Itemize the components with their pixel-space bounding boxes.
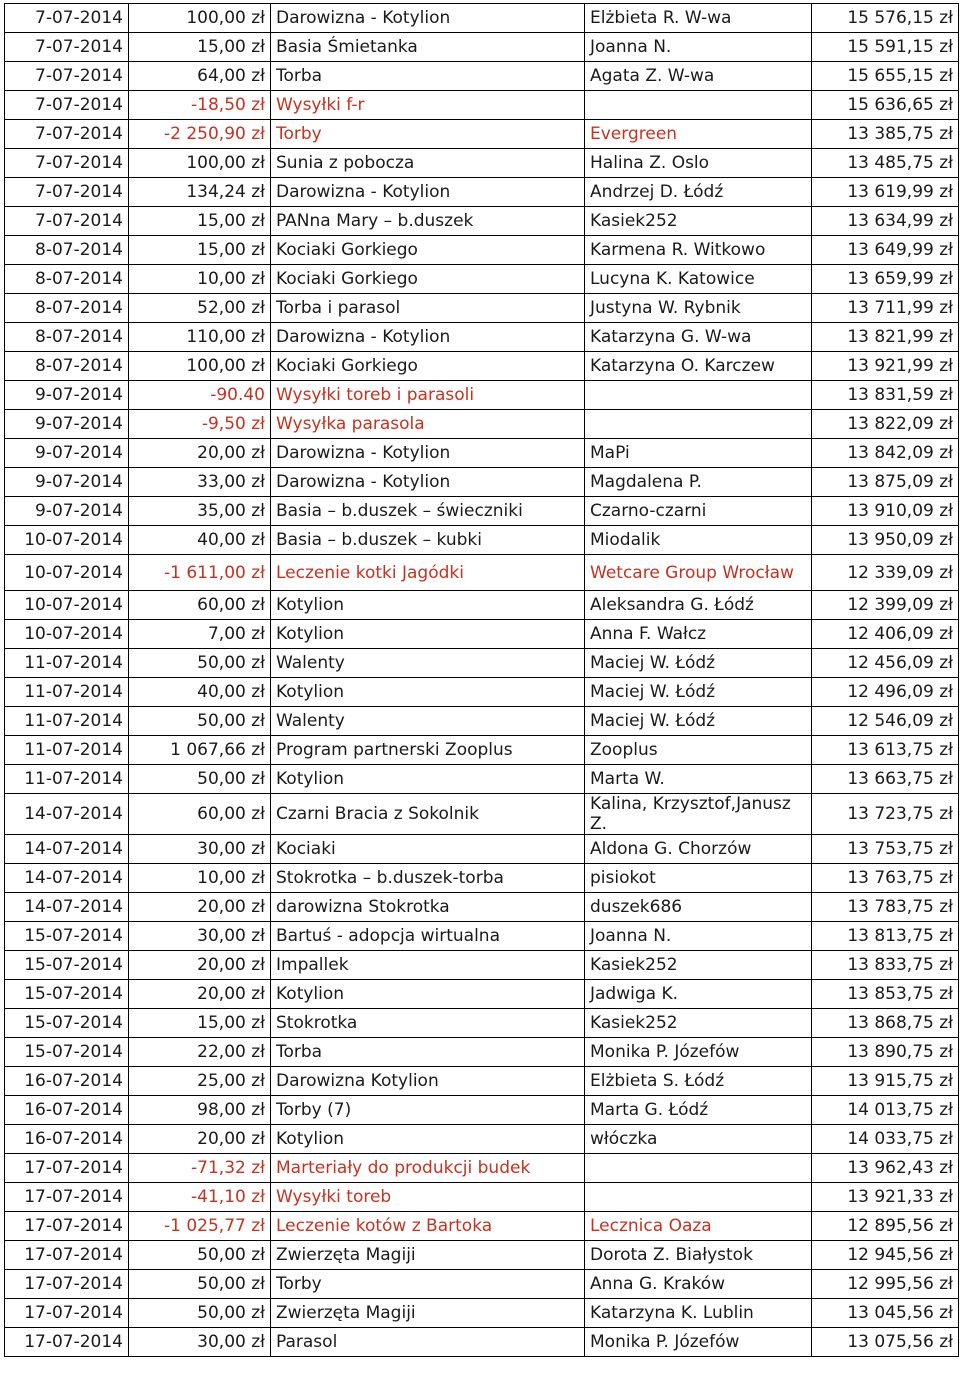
table-row [5,649,959,678]
table-row [5,835,959,864]
date-cell: 7-07-2014 [5,33,129,62]
donor-cell: Katarzyna O. Karczew [585,352,812,381]
donor-cell: Joanna N. [585,33,812,62]
amount-cell: 50,00 zł [129,707,271,736]
table-row [5,1067,959,1096]
date-cell: 15-07-2014 [5,922,129,951]
balance-cell: 13 075,56 zł [812,1328,959,1357]
date-cell: 17-07-2014 [5,1328,129,1357]
balance-cell: 13 619,99 zł [812,178,959,207]
amount-cell: -9,50 zł [129,410,271,439]
balance-cell: 13 921,99 zł [812,352,959,381]
amount-cell: -2 250,90 zł [129,120,271,149]
date-cell: 10-07-2014 [5,591,129,620]
balance-cell: 12 895,56 zł [812,1212,959,1241]
description-cell: Basia – b.duszek – świeczniki [271,497,585,526]
table-row [5,736,959,765]
donor-cell: Zooplus [585,736,812,765]
donor-cell: włóczka [585,1125,812,1154]
amount-cell: 15,00 zł [129,236,271,265]
balance-cell: 12 339,09 zł [812,555,959,591]
amount-cell: 50,00 zł [129,765,271,794]
balance-cell: 13 875,09 zł [812,468,959,497]
balance-cell: 13 649,99 zł [812,236,959,265]
balance-cell: 13 833,75 zł [812,951,959,980]
donor-cell: Monika P. Józefów [585,1038,812,1067]
balance-cell: 14 033,75 zł [812,1125,959,1154]
description-cell: Torba [271,62,585,91]
table-row [5,1328,959,1357]
amount-cell: 20,00 zł [129,439,271,468]
amount-cell: 7,00 zł [129,620,271,649]
table-row [5,178,959,207]
balance-cell: 13 822,09 zł [812,410,959,439]
amount-cell: 20,00 zł [129,980,271,1009]
table-row [5,922,959,951]
balance-cell: 13 045,56 zł [812,1299,959,1328]
table-row [5,1299,959,1328]
amount-cell: -1 611,00 zł [129,555,271,591]
donor-cell: Magdalena P. [585,468,812,497]
description-cell: Darowizna - Kotylion [271,178,585,207]
balance-cell: 15 636,65 zł [812,91,959,120]
date-cell: 17-07-2014 [5,1154,129,1183]
description-cell: Wysyłki toreb [271,1183,585,1212]
date-cell: 7-07-2014 [5,120,129,149]
donor-cell: Kasiek252 [585,1009,812,1038]
balance-cell: 13 868,75 zł [812,1009,959,1038]
table-row [5,323,959,352]
date-cell: 7-07-2014 [5,4,129,33]
description-cell: Czarni Bracia z Sokolnik [271,794,585,835]
table-row [5,1125,959,1154]
amount-cell: 50,00 zł [129,1270,271,1299]
donor-cell: Monika P. Józefów [585,1328,812,1357]
description-cell: Torby (7) [271,1096,585,1125]
description-cell: Wysyłka parasola [271,410,585,439]
table-row [5,439,959,468]
table-row [5,1241,959,1270]
ledger-table [4,3,959,1357]
date-cell: 8-07-2014 [5,236,129,265]
donor-cell [585,1154,812,1183]
donor-cell: Lucyna K. Katowice [585,265,812,294]
donor-cell [585,91,812,120]
balance-cell: 13 842,09 zł [812,439,959,468]
date-cell: 8-07-2014 [5,265,129,294]
balance-cell: 12 995,56 zł [812,1270,959,1299]
table-row [5,893,959,922]
date-cell: 7-07-2014 [5,149,129,178]
date-cell: 7-07-2014 [5,178,129,207]
date-cell: 11-07-2014 [5,765,129,794]
amount-cell: 20,00 zł [129,951,271,980]
description-cell: Darowizna - Kotylion [271,439,585,468]
date-cell: 17-07-2014 [5,1183,129,1212]
amount-cell: -90.40 [129,381,271,410]
balance-cell: 12 456,09 zł [812,649,959,678]
amount-cell: 40,00 zł [129,526,271,555]
date-cell: 17-07-2014 [5,1212,129,1241]
balance-cell: 13 950,09 zł [812,526,959,555]
donor-cell [585,1183,812,1212]
date-cell: 15-07-2014 [5,1038,129,1067]
amount-cell: 98,00 zł [129,1096,271,1125]
donor-cell: Elżbieta S. Łódź [585,1067,812,1096]
donor-cell: Karmena R. Witkowo [585,236,812,265]
description-cell: Torby [271,120,585,149]
donor-cell: duszek686 [585,893,812,922]
donor-cell: Katarzyna K. Lublin [585,1299,812,1328]
balance-cell: 13 659,99 zł [812,265,959,294]
description-cell: Darowizna - Kotylion [271,4,585,33]
amount-cell: 20,00 zł [129,1125,271,1154]
description-cell: Kotylion [271,678,585,707]
description-cell: Kotylion [271,591,585,620]
amount-cell: 15,00 zł [129,1009,271,1038]
date-cell: 11-07-2014 [5,649,129,678]
donor-cell: Marta G. Łódź [585,1096,812,1125]
description-cell: Leczenie kotów z Bartoka [271,1212,585,1241]
donor-cell: Andrzej D. Łódź [585,178,812,207]
date-cell: 15-07-2014 [5,1009,129,1038]
table-row [5,678,959,707]
donor-cell: MaPi [585,439,812,468]
donor-cell: Maciej W. Łódź [585,678,812,707]
balance-cell: 13 723,75 zł [812,794,959,835]
amount-cell: 134,24 zł [129,178,271,207]
balance-cell: 13 711,99 zł [812,294,959,323]
table-row [5,91,959,120]
date-cell: 16-07-2014 [5,1125,129,1154]
donor-cell: Jadwiga K. [585,980,812,1009]
table-row [5,794,959,835]
description-cell: Darowizna - Kotylion [271,323,585,352]
amount-cell: 22,00 zł [129,1038,271,1067]
description-cell: Kociaki [271,835,585,864]
table-row [5,381,959,410]
balance-cell: 13 831,59 zł [812,381,959,410]
amount-cell: 33,00 zł [129,468,271,497]
balance-cell: 13 385,75 zł [812,120,959,149]
balance-cell: 13 821,99 zł [812,323,959,352]
donor-cell [585,381,812,410]
balance-cell: 13 663,75 zł [812,765,959,794]
amount-cell: 40,00 zł [129,678,271,707]
description-cell: Sunia z pobocza [271,149,585,178]
date-cell: 10-07-2014 [5,555,129,591]
balance-cell: 15 576,15 zł [812,4,959,33]
balance-cell: 13 485,75 zł [812,149,959,178]
description-cell: Kotylion [271,765,585,794]
balance-cell: 12 406,09 zł [812,620,959,649]
amount-cell: 30,00 zł [129,1328,271,1357]
table-row [5,864,959,893]
table-row [5,120,959,149]
table-row [5,1212,959,1241]
description-cell: Darowizna - Kotylion [271,468,585,497]
description-cell: Program partnerski Zooplus [271,736,585,765]
table-row [5,352,959,381]
date-cell: 9-07-2014 [5,497,129,526]
donor-cell: Evergreen [585,120,812,149]
balance-cell: 14 013,75 zł [812,1096,959,1125]
table-row [5,236,959,265]
amount-cell: 10,00 zł [129,864,271,893]
table-row [5,1270,959,1299]
table-row [5,410,959,439]
description-cell: Torby [271,1270,585,1299]
table-row [5,294,959,323]
table-row [5,207,959,236]
amount-cell: 1 067,66 zł [129,736,271,765]
description-cell: Kotylion [271,620,585,649]
donor-cell: Aleksandra G. Łódź [585,591,812,620]
description-cell: Bartuś - adopcja wirtualna [271,922,585,951]
table-row [5,526,959,555]
description-cell: Stokrotka – b.duszek-torba [271,864,585,893]
donor-cell: Kalina, Krzysztof,Janusz Z. [585,794,812,835]
description-cell: Walenty [271,649,585,678]
description-cell: Stokrotka [271,1009,585,1038]
date-cell: 7-07-2014 [5,62,129,91]
description-cell: Torba [271,1038,585,1067]
table-row [5,765,959,794]
table-row [5,555,959,591]
table-row [5,1154,959,1183]
amount-cell: -18,50 zł [129,91,271,120]
balance-cell: 12 945,56 zł [812,1241,959,1270]
balance-cell: 13 634,99 zł [812,207,959,236]
table-row [5,4,959,33]
description-cell: Basia Śmietanka [271,33,585,62]
donor-cell: Maciej W. Łódź [585,707,812,736]
balance-cell: 12 399,09 zł [812,591,959,620]
table-row [5,951,959,980]
donor-cell: pisiokot [585,864,812,893]
date-cell: 16-07-2014 [5,1096,129,1125]
date-cell: 17-07-2014 [5,1241,129,1270]
table-row [5,265,959,294]
description-cell: Kociaki Gorkiego [271,352,585,381]
date-cell: 8-07-2014 [5,323,129,352]
balance-cell: 13 783,75 zł [812,893,959,922]
description-cell: Marteriały do produkcji budek [271,1154,585,1183]
amount-cell: 10,00 zł [129,265,271,294]
description-cell: Zwierzęta Magiji [271,1241,585,1270]
balance-cell: 12 546,09 zł [812,707,959,736]
balance-cell: 13 763,75 zł [812,864,959,893]
donor-cell: Kasiek252 [585,951,812,980]
table-row [5,591,959,620]
donor-cell: Marta W. [585,765,812,794]
date-cell: 11-07-2014 [5,707,129,736]
date-cell: 17-07-2014 [5,1299,129,1328]
table-row [5,468,959,497]
donor-cell: Anna G. Kraków [585,1270,812,1299]
donor-cell [585,410,812,439]
amount-cell: 50,00 zł [129,1241,271,1270]
balance-cell: 12 496,09 zł [812,678,959,707]
amount-cell: -1 025,77 zł [129,1212,271,1241]
donor-cell: Kasiek252 [585,207,812,236]
description-cell: Kociaki Gorkiego [271,265,585,294]
date-cell: 9-07-2014 [5,381,129,410]
balance-cell: 13 962,43 zł [812,1154,959,1183]
balance-cell: 13 921,33 zł [812,1183,959,1212]
balance-cell: 13 915,75 zł [812,1067,959,1096]
date-cell: 9-07-2014 [5,439,129,468]
amount-cell: 15,00 zł [129,207,271,236]
date-cell: 16-07-2014 [5,1067,129,1096]
balance-cell: 15 655,15 zł [812,62,959,91]
description-cell: Darowizna Kotylion [271,1067,585,1096]
amount-cell: 100,00 zł [129,352,271,381]
amount-cell: 110,00 zł [129,323,271,352]
date-cell: 9-07-2014 [5,410,129,439]
donor-cell: Aldona G. Chorzów [585,835,812,864]
date-cell: 14-07-2014 [5,794,129,835]
date-cell: 11-07-2014 [5,736,129,765]
balance-cell: 13 853,75 zł [812,980,959,1009]
description-cell: darowizna Stokrotka [271,893,585,922]
date-cell: 9-07-2014 [5,468,129,497]
amount-cell: 15,00 zł [129,33,271,62]
amount-cell: 25,00 zł [129,1067,271,1096]
amount-cell: 30,00 zł [129,922,271,951]
donor-cell: Anna F. Wałcz [585,620,812,649]
donor-cell: Justyna W. Rybnik [585,294,812,323]
table-row [5,707,959,736]
donor-cell: Agata Z. W-wa [585,62,812,91]
donor-cell: Joanna N. [585,922,812,951]
amount-cell: 60,00 zł [129,591,271,620]
description-cell: Parasol [271,1328,585,1357]
table-row [5,980,959,1009]
description-cell: Leczenie kotki Jagódki [271,555,585,591]
description-cell: Kotylion [271,980,585,1009]
description-cell: Kociaki Gorkiego [271,236,585,265]
balance-cell: 13 753,75 zł [812,835,959,864]
date-cell: 14-07-2014 [5,835,129,864]
donor-cell: Maciej W. Łódź [585,649,812,678]
description-cell: Zwierzęta Magiji [271,1299,585,1328]
amount-cell: 60,00 zł [129,794,271,835]
amount-cell: 100,00 zł [129,4,271,33]
date-cell: 17-07-2014 [5,1270,129,1299]
balance-cell: 13 910,09 zł [812,497,959,526]
donor-cell: Dorota Z. Białystok [585,1241,812,1270]
amount-cell: -41,10 zł [129,1183,271,1212]
donor-cell: Wetcare Group Wrocław [585,555,812,591]
balance-cell: 13 890,75 zł [812,1038,959,1067]
table-row [5,62,959,91]
description-cell: Kotylion [271,1125,585,1154]
table-row [5,620,959,649]
date-cell: 15-07-2014 [5,951,129,980]
date-cell: 14-07-2014 [5,864,129,893]
date-cell: 7-07-2014 [5,207,129,236]
balance-cell: 15 591,15 zł [812,33,959,62]
donor-cell: Halina Z. Oslo [585,149,812,178]
amount-cell: -71,32 zł [129,1154,271,1183]
amount-cell: 100,00 zł [129,149,271,178]
amount-cell: 50,00 zł [129,1299,271,1328]
description-cell: Torba i parasol [271,294,585,323]
table-row [5,33,959,62]
donor-cell: Miodalik [585,526,812,555]
table-row [5,1183,959,1212]
balance-cell: 13 613,75 zł [812,736,959,765]
table-row [5,149,959,178]
description-cell: PANna Mary – b.duszek [271,207,585,236]
date-cell: 10-07-2014 [5,526,129,555]
date-cell: 10-07-2014 [5,620,129,649]
amount-cell: 30,00 zł [129,835,271,864]
donor-cell: Elżbieta R. W-wa [585,4,812,33]
donor-cell: Katarzyna G. W-wa [585,323,812,352]
description-cell: Basia – b.duszek – kubki [271,526,585,555]
amount-cell: 20,00 zł [129,893,271,922]
amount-cell: 35,00 zł [129,497,271,526]
ledger-body [5,4,959,1357]
description-cell: Wysyłki f-r [271,91,585,120]
table-row [5,1038,959,1067]
amount-cell: 64,00 zł [129,62,271,91]
description-cell: Wysyłki toreb i parasoli [271,381,585,410]
table-row [5,1009,959,1038]
amount-cell: 52,00 zł [129,294,271,323]
amount-cell: 50,00 zł [129,649,271,678]
balance-cell: 13 813,75 zł [812,922,959,951]
date-cell: 14-07-2014 [5,893,129,922]
date-cell: 8-07-2014 [5,294,129,323]
description-cell: Walenty [271,707,585,736]
table-row [5,1096,959,1125]
donor-cell: Lecznica Oaza [585,1212,812,1241]
date-cell: 15-07-2014 [5,980,129,1009]
date-cell: 7-07-2014 [5,91,129,120]
table-row [5,497,959,526]
date-cell: 8-07-2014 [5,352,129,381]
date-cell: 11-07-2014 [5,678,129,707]
description-cell: Impallek [271,951,585,980]
donor-cell: Czarno-czarni [585,497,812,526]
